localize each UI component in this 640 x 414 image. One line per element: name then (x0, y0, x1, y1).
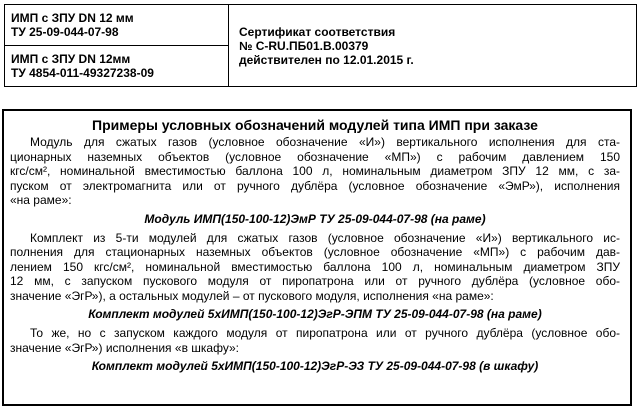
text-line: Модуль для сжатых газов (условное обозначение «И») вертикального исполнения для ста- (30, 135, 620, 149)
text-line: 12 мм, с запуском пускового модуля от пиропатрона или от ручного дублёра (условное обо- (10, 274, 620, 288)
product-tu-2: ТУ 4854-011-49327238-09 (11, 66, 154, 80)
text-line: ционарных наземных объектов (условное обозначение «МП») с рабочим давлением 150 (10, 149, 620, 164)
text-line: пуском от электромагнита или от ручного дублёра (условное обозначение «ЭмР»), исполнения (10, 178, 620, 193)
product-name-2: ИМП с ЗПУ DN 12мм (11, 52, 131, 66)
product-spec-cell-1 (5, 5, 229, 46)
text-line: полнения для стационарных наземных объектов (условное обозначение «МП») с рабочим дав- (10, 245, 620, 259)
example-1-code: Модуль ИМП(150-100-12)ЭмР ТУ 25-09-044-07-98 (на раме) (144, 211, 486, 226)
text-line: «на раме»: (10, 193, 72, 207)
text-line: значение «ЭгР»), а остальных модулей – от пускового модуля, исполнения «на раме»: (10, 288, 494, 303)
text-line: лением 150 кгс/см², номинальной вместимостью баллона 100 л, номинальным диаметром ЗПУ (10, 259, 620, 274)
certificate-title: Сертификат соответствия (239, 24, 396, 39)
text-line: Комплект из 5-ти модулей для сжатых газов (условное обозначение «И») вертикального ис- (30, 230, 620, 245)
example-3-code: Комплект модулей 5хИМП(150-100-12)ЭгР-ЭЗ ТУ 25-09-044-07-98 (в шкафу) (91, 359, 539, 373)
example-3-text (10, 326, 620, 355)
product-tu-1: ТУ 25-09-044-07-98 (11, 25, 119, 39)
certificate-number: № С-RU.ПБ01.В.00379 (239, 38, 369, 53)
example-2-text (10, 231, 620, 304)
example-1-text (10, 135, 620, 208)
example-2-code: Комплект модулей 5хИМП(150-100-12)ЭгР-ЭПМ ТУ 25-09-044-07-98 (на раме) (88, 307, 542, 321)
product-name-1: ИМП с ЗПУ DN 12 мм (11, 11, 134, 25)
certificate-cell (229, 5, 637, 87)
certificate-validity: действителен по 12.01.2015 г. (239, 52, 414, 67)
text-line: значение «ЭгР») исполнения «в шкафу»: (10, 340, 239, 355)
examples-title: Примеры условных обозначений модулей типа ИМП при заказе (92, 117, 538, 133)
header-table (4, 4, 637, 87)
text-line: кгс/см², номинальной вместимостью баллона 100 л, номинальным диаметром ЗПУ 12 мм, с за- (10, 164, 620, 178)
product-spec-cell-2 (5, 46, 229, 87)
examples-section (2, 109, 632, 406)
text-line: То же, но с запуском каждого модуля от пиропатрона или от ручного дублёра (условное обо- (30, 326, 620, 340)
